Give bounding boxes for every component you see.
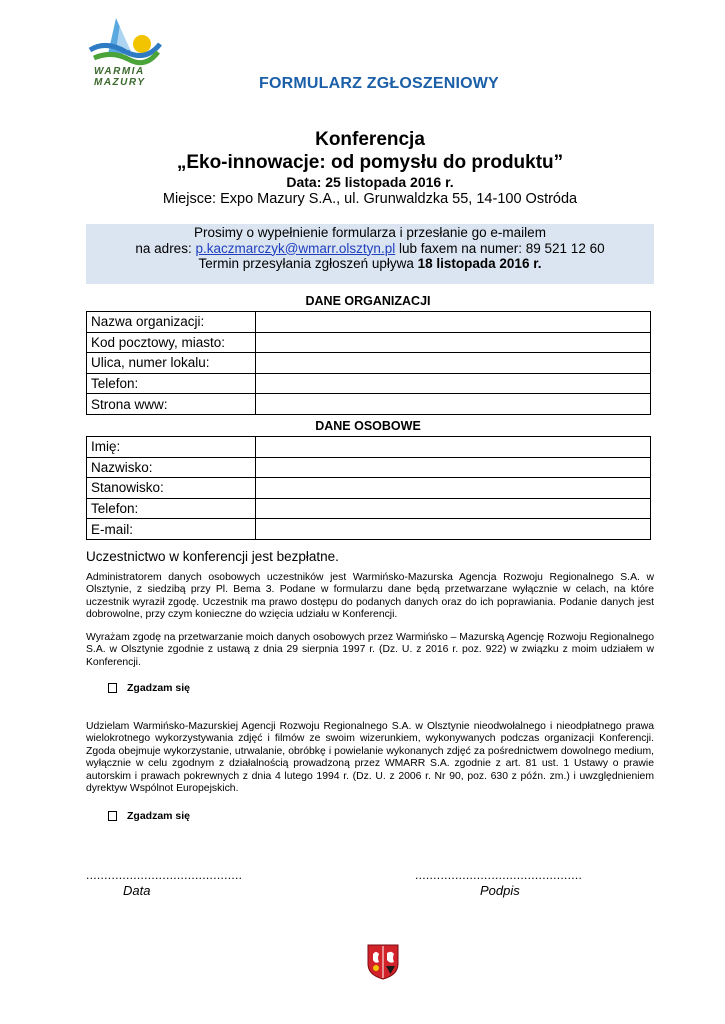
signature-label: Podpis (480, 883, 520, 898)
field-label: Imię: (87, 437, 256, 458)
logo-text-line1: WARMIA (94, 66, 145, 77)
coat-of-arms-icon (367, 944, 399, 980)
field-label: Ulica, numer lokalu: (87, 353, 256, 374)
admin-paragraph: Administratorem danych osobowych uczestników jest Warmińsko-Mazurska Agencja Rozwoju Regionalnego S.A. w Olsztynie, z siedzibą przy Pl. Bema 3. Podane w formularzu dane będą przetwarzane wyłącznie w celach, na które uczestnik wyraził zgodę. Uczestnik ma prawo dostępu do podanych danych oraz do ich poprawiania. Podanie danych jest dobrowolne, przy czym konieczne do wzięcia udziału w Konferencji. (86, 572, 654, 621)
org-phone-input[interactable] (256, 373, 651, 394)
signature-line[interactable]: .............................................. (415, 868, 583, 882)
field-label: Strona www: (87, 394, 256, 415)
conference-label: Konferencja (315, 129, 425, 150)
postal-city-input[interactable] (256, 332, 651, 353)
personal-table (86, 436, 651, 540)
consent-data-paragraph: Wyrażam zgodę na przetwarzanie moich danych osobowych przez Warmińsko – Mazurską Agencję Rozwoju Regionalnego S.A. w Olsztynie zgodnie z ustawą z dnia 29 sierpnia 1997 r. (Dz. U. z 2016 r. poz. 922) w związku z moim udziałem w Konferencji. (86, 632, 654, 668)
table-row (87, 478, 651, 499)
consent-data-checkbox-label: Zgadzam się (127, 682, 191, 694)
website-input[interactable] (256, 394, 651, 415)
consent-data-checkbox[interactable] (108, 683, 117, 693)
field-label: Nazwisko: (87, 457, 256, 478)
first-name-input[interactable] (256, 437, 651, 458)
position-input[interactable] (256, 478, 651, 499)
info-line3-prefix: Termin przesyłania zgłoszeń upływa (198, 256, 418, 271)
personal-phone-input[interactable] (256, 498, 651, 519)
info-line3 (86, 256, 654, 272)
table-row (87, 519, 651, 540)
info-line2 (86, 241, 654, 257)
organization-heading: DANE ORGANIZACJI (305, 294, 431, 308)
field-label: Nazwa organizacji: (87, 312, 256, 333)
table-row (87, 394, 651, 415)
consent-data-checkbox-row[interactable] (108, 682, 190, 694)
conference-date: Data: 25 listopada 2016 r. (286, 174, 454, 190)
table-row (87, 437, 651, 458)
info-line2-suffix: lub faxem na numer: 89 521 12 60 (395, 240, 605, 256)
deadline-date: 18 listopada 2016 r. (417, 256, 542, 271)
table-row (87, 353, 651, 374)
table-row (87, 498, 651, 519)
field-label: Telefon: (87, 373, 256, 394)
conference-place: Miejsce: Expo Mazury S.A., ul. Grunwaldzka 55, 14-100 Ostróda (162, 191, 578, 207)
form-title: FORMULARZ ZGŁOSZENIOWY (259, 75, 499, 92)
field-label: E-mail: (87, 519, 256, 540)
consent-image-checkbox[interactable] (108, 811, 117, 821)
info-line1: Prosimy o wypełnienie formularza i przesłanie go e-mailem (194, 225, 546, 240)
info-line2-prefix: na adres: (135, 240, 196, 256)
table-row (87, 312, 651, 333)
field-label: Telefon: (87, 498, 256, 519)
free-participation-note: Uczestnictwo w konferencji jest bezpłatne. (86, 549, 339, 564)
organization-table (86, 311, 651, 415)
info-box (86, 224, 654, 284)
logo-text-line2: MAZURY (94, 77, 146, 88)
consent-image-checkbox-row[interactable] (108, 810, 190, 822)
field-label: Stanowisko: (87, 478, 256, 499)
logo-text (94, 66, 174, 88)
table-row (87, 457, 651, 478)
conference-title: „Eko-innowacje: od pomysłu do produktu” (176, 152, 564, 173)
email-input[interactable] (256, 519, 651, 540)
consent-image-checkbox-label: Zgadzam się (127, 810, 191, 822)
consent-image-paragraph: Udzielam Warmińsko-Mazurskiej Agencji Rozwoju Regionalnego S.A. w Olsztynie nieodwołalnego i nieodpłatnego prawa wielokrotnego wykorzystywania zdjęć i filmów ze swoim wizerunkiem, wykonywanych podczas organizacji Konferencji. Zgoda obejmuje wykorzystanie, utrwalanie, obróbkę i powielanie wykonanych zdjęć za pośrednictwem dowolnego medium, wyłącznie w celu zgodnym z działalnością prowadzoną przez WMARR S.A. zgodnie z art. 81 ust. 1 Ustawy o prawie autorskim i prawach pokrewnych z dnia 4 lutego 1994 r. (Dz. U. z 2006 r. Nr 90, poz. 630 z późn. zm.) i uwzględnieniem dyrektyw Wspólnot Europejskich. (86, 721, 654, 795)
email-link[interactable]: p.kaczmarczyk@wmarr.olsztyn.pl (195, 240, 396, 256)
organization-name-input[interactable] (256, 312, 651, 333)
field-label: Kod pocztowy, miasto: (87, 332, 256, 353)
date-line[interactable]: ........................................... (86, 868, 243, 882)
table-row (87, 373, 651, 394)
personal-heading: DANE OSOBOWE (315, 419, 421, 433)
last-name-input[interactable] (256, 457, 651, 478)
street-input[interactable] (256, 353, 651, 374)
table-row (87, 332, 651, 353)
date-label: Data (123, 883, 151, 898)
